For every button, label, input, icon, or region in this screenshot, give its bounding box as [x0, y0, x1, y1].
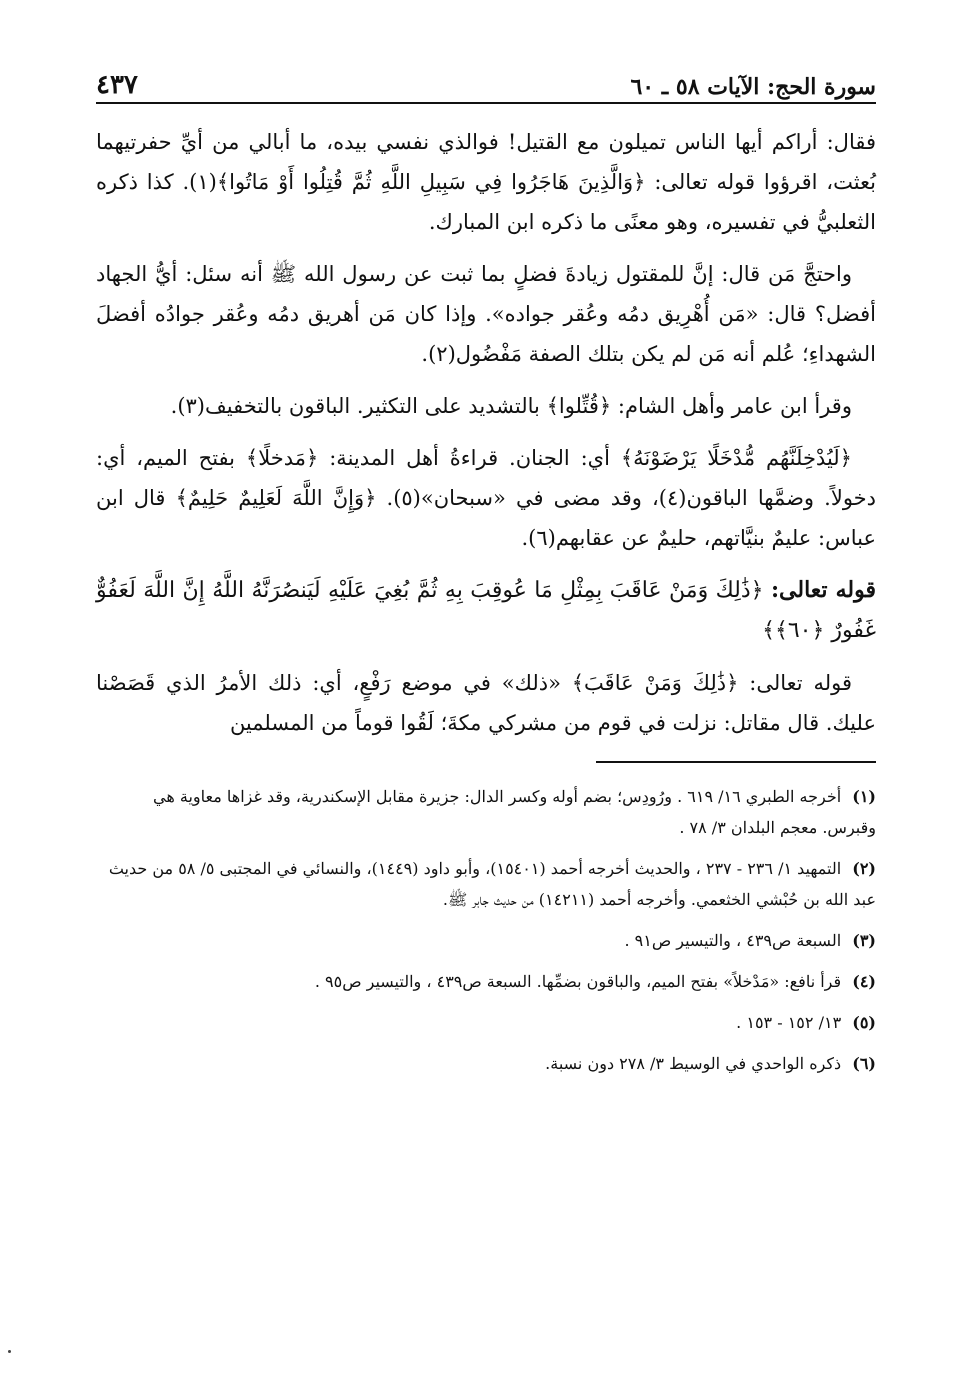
footnote-number: (١) [852, 787, 876, 806]
footnote-item [96, 853, 876, 915]
paragraph: قوله تعالى: ﴿ذَٰلِكَ وَمَنْ عَاقَبَ﴾ «ذلك» في موضع رَفْعٍ، أي: ذلك الأمرُ الذي قَصَصْنا عليك. قال مقاتل: نزلت في قوم من مشركي مكةَ؛ لَقُوا قوماً من المسلمين [96, 671, 876, 735]
footnote-number: (٤) [852, 972, 876, 991]
footnote-number: (٢) [852, 859, 876, 878]
footnote-text: أخرجه الطبري ١٦/ ٦١٩ . ورُودِس؛ بضم أوله وكسر الدال: جزيرة مقابل الإسكندرية، وقد غزاها معاوية هي وقبرس. معجم البلدان ٣/ ٧٨ . [153, 787, 876, 837]
footnote-item [96, 1007, 876, 1038]
footnote-separator [596, 761, 876, 763]
paragraph: واحتجَّ مَن قال: إنَّ للمقتول زيادةَ فضلٍ بما ثبت عن رسول الله ﷺ أنه سئل: أيُّ الجهاد أفضل؟ قال: «مَن أُهْرِيق دمُه وعُقر جواده». وإذا كان مَن أهريق دمُه وعُقر جوادُه أفضلَ الشهداءِ؛ عُلم أنه مَن لم يكن بتلك الصفة مَفْضُول(٢). [96, 262, 876, 366]
scan-speck [8, 1350, 11, 1353]
footnote-text: التمهيد ١/ ٢٣٦ - ٢٣٧ ، والحديث أخرجه أحمد (١٥٤٠١)، وأبو داود (١٤٤٩)، والنسائي في المجتبى ٥/ ٥٨ من حديث عبد الله بن حُبْشي الخثعمي. وأخرجه أحمد (١٤٢١١) من حديث جابر ﷺ. [108, 859, 876, 909]
footnotes [96, 781, 876, 1079]
footnote-text: ذكره الواحدي في الوسيط ٣/ ٢٧٨ دون نسبة. [545, 1054, 842, 1073]
footnote-item [96, 925, 876, 956]
footnote-item [96, 966, 876, 997]
paragraph: وقرأ ابن عامر وأهل الشام: ﴿قُتِّلوا﴾ بالتشديد على التكثير. الباقون بالتخفيف(٣). [170, 394, 852, 418]
ayah-label: قوله تعالى: [770, 577, 876, 603]
paragraph: ﴿لَيُدْخِلَنَّهُم مُّدْخَلًا يَرْضَوْنَهُ﴾ أي: الجنان. قراءةُ أهل المدينة: ﴿مَدخلًا﴾ بفتح الميم، أي: دخولاً. وضمَّها الباقون(٤)، وقد مضى في «سبحان»(٥). ﴿وَإِنَّ اللَّهَ لَعَلِيمٌ حَلِيمٌ﴾ قال ابن عباس: عليمٌ بنيَّاتهم، حليمٌ عن عقابهم(٦). [96, 446, 876, 550]
footnote-text: السبعة ص٤٣٩ ، والتيسير ص٩١ . [624, 931, 842, 950]
paragraph: فقال: أراكم أيها الناس تميلون مع القتيل! فوالذي نفسي بيده، ما أبالي من أيِّ حفرتيهما بُعثت، اقرؤوا قوله تعالى: ﴿وَالَّذِينَ هَاجَرُوا فِي سَبِيلِ اللَّهِ ثُمَّ قُتِلُوا أَوْ مَاتُوا﴾(١). كذا ذكره الثعلبيُّ في تفسيره، وهو معنًى ما ذكره ابن المبارك. [96, 130, 877, 234]
footnote-text: ١٣/ ١٥٢ - ١٥٣ . [736, 1013, 842, 1032]
ayah-text: ﴿ذَٰلِكَ وَمَنْ عَاقَبَ بِمِثْلِ مَا عُوقِبَ بِهِ ثُمَّ بُغِيَ عَلَيْهِ لَيَنصُرَنَّهُ اللَّهُ إِنَّ اللَّهَ لَعَفُوٌّ غَفُورٌ ﴿٦٠﴾﴾ [96, 578, 876, 643]
running-title: سورة الحج: الآيات ٥٨ ـ ٦٠ [630, 74, 876, 100]
book-page [96, 60, 876, 1089]
main-text [96, 122, 876, 743]
footnote-number: (٣) [852, 931, 876, 950]
footnote-number: (٥) [852, 1013, 876, 1032]
footnote-text: قرأ نافع: «مَدْخلاً» بفتح الميم، والباقون بضمِّها. السبعة ص٤٣٩ ، والتيسير ص٩٥ . [314, 972, 842, 991]
page-header [96, 60, 876, 104]
page-number: ٤٣٧ [96, 70, 138, 100]
ayah-block [96, 570, 876, 651]
footnote-item [96, 781, 876, 843]
footnote-item [96, 1048, 876, 1079]
footnote-number: (٦) [852, 1054, 876, 1073]
